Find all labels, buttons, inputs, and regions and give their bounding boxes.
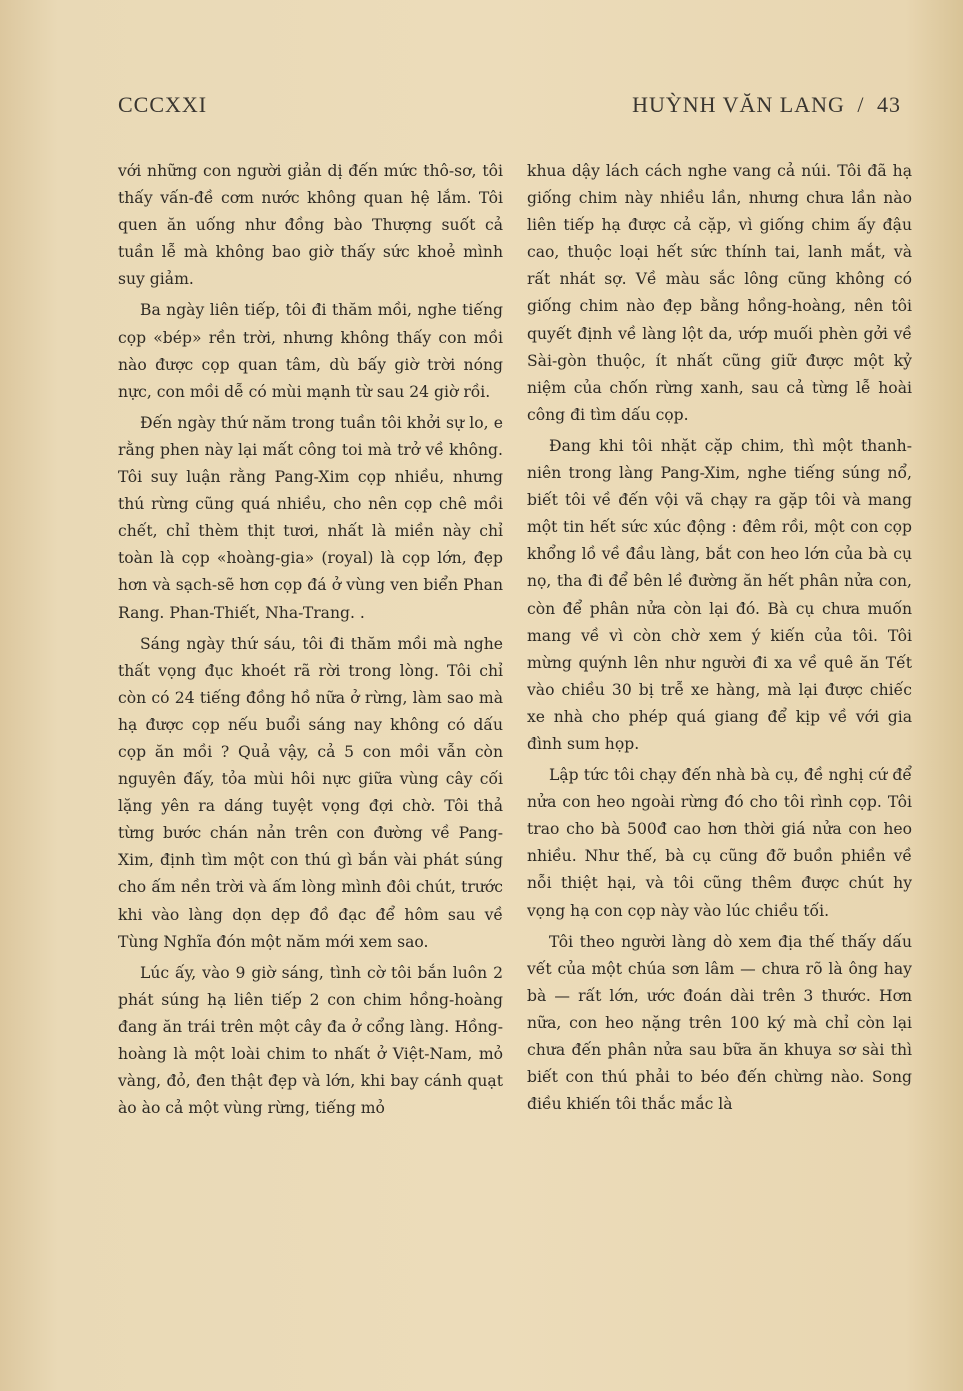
chapter-number: CCCXXI <box>118 92 208 117</box>
paragraph: với những con người giản dị đến mức thô-sơ, tôi thấy vấn-đề cơm nước không quan hệ lắm. Tôi quen ăn uống như đồng bào Thượng suốt cả tuần lễ mà không bao giờ thấy sức khoẻ mình suy giảm. <box>118 162 503 289</box>
paragraph: Đến ngày thứ năm trong tuần tôi khởi sự lo, e rằng phen này lại mất công toi mà trở về không. Tôi suy luận rằng Pang-Xim cọp nhiều, nhưng thú rừng cũng quá nhiều, cho nên cọp chê mồi chết, chỉ thèm thịt tươi, nhất là miền này chỉ toàn là cọp «hoàng-gia» (royal) là cọp lớn, đẹp hơn và sạch-sẽ hơn cọp đá ở vùng ven biển Phan Rang. Phan-Thiết, Nha-Trang. . <box>118 413 503 622</box>
paragraph: Sáng ngày thứ sáu, tôi đi thăm mồi mà nghe thất vọng đục khoét rã rời trong lòng. Tôi chỉ còn có 24 tiếng đồng hồ nữa ở rừng, làm sao mà hạ được cọp nếu buổi sáng nay không có dấu cọp ăn mồi ? Quả vậy, cả 5 con mồi vẫn còn nguyên đấy, tỏa mùi hôi nực giữa vùng cây cối lặng yên ra dáng tuyệt vọng đợi chờ. Tôi thả từng bước chán nản trên con đường về Pang-Xim, định tìm một con thú gì bắn vài phát súng cho ấm nền trời và ấm lòng mình đôi chút, trước khi vào làng dọn dẹp đồ đạc để hôm sau về Tùng Nghĩa đón một năm mới xem sao. <box>118 634 503 951</box>
paragraph: Đang khi tôi nhặt cặp chim, thì một thanh-niên trong làng Pang-Xim, nghe tiếng súng nổ, biết tôi về đến vội vã chạy ra gặp tôi và mang một tin hết sức xúc động : đêm rồi, một con cọp khổng lồ về đầu làng, bắt con heo lớn của bà cụ nọ, tha đi để bên lề đường ăn hết phân nửa con, còn để phân nửa còn lại đó. Bà cụ chưa muốn mang về vì còn chờ xem ý kiến của tôi. Tôi mừng quýnh lên như người đi xa về quê ăn Tết vào chiều 30 bị trễ xe hàng, mà lại được chiếc xe nhà cho phép quá giang để kịp về với gia đình sum họp. <box>527 436 912 753</box>
page-number: 43 <box>877 92 901 117</box>
paragraph: Lập tức tôi chạy đến nhà bà cụ, đề nghị cứ để nửa con heo ngoài rừng đó cho tôi rình cọp. Tôi trao cho bà 500đ cao hơn thời giá nửa con heo nhiều. Như thế, bà cụ cũng đỡ buồn phiền về nỗi thiệt hại, và tôi cũng thêm được chút hy vọng hạ con cọp này vào lúc chiều tối. <box>527 766 912 920</box>
paragraph: Tôi theo người làng dò xem địa thế thấy dấu vết của một chúa sơn lâm — chưa rõ là ông hay bà — rất lớn, ước đoán dài trên 3 thước. Hơn nữa, con heo nặng trên 100 ký mà chỉ còn lại chưa đến phân nửa sau bữa ăn khuya sơ sài thì biết con thú phải to béo đến chừng nào. Song điều khiến tôi thắc mắc là <box>527 932 912 1114</box>
paragraph: khua dậy lách cách nghe vang cả núi. Tôi đã hạ giống chim này nhiều lần, nhưng chưa lần nào liên tiếp hạ được cả cặp, vì giống chim ấy đậu cao, thuộc loại hết sức thính tai, lanh mắt, và rất nhát sợ. Về màu sắc lông cũng không có giống chim nào đẹp bằng hồng-hoàng, nên tôi quyết định về làng lột da, ướp muối phèn gởi về Sài-gòn thuộc, ít nhất cũng giữ được một kỷ niệm của chốn rừng xanh, sau cả từng lễ hoài công đi tìm dấu cọp. <box>527 162 912 424</box>
right-column <box>527 158 912 1122</box>
author-name: HUỲNH VĂN LANG <box>632 92 845 117</box>
paragraph: Ba ngày liên tiếp, tôi đi thăm mồi, nghe tiếng cọp «bép» rền trời, nhưng không thấy con mồi nào được cọp quan tâm, dù bấy giờ trời nóng nực, con mồi dễ có mùi mạnh từ sau 24 giờ rồi. <box>118 301 503 401</box>
left-column <box>118 158 503 1126</box>
paragraph: Lúc ấy, vào 9 giờ sáng, tình cờ tôi bắn luôn 2 phát súng hạ liên tiếp 2 con chim hồng-hoàng đang ăn trái trên một cây đa ở cổng làng. Hồng-hoàng là một loài chim to nhất ở Việt-Nam, mỏ vàng, đỏ, đen thật đẹp và lớn, khi bay cánh quạt ào ào cả một vùng rừng, tiếng mỏ <box>118 963 503 1118</box>
page-header <box>118 92 901 124</box>
header-separator: / <box>857 92 865 117</box>
header-right <box>626 92 901 118</box>
